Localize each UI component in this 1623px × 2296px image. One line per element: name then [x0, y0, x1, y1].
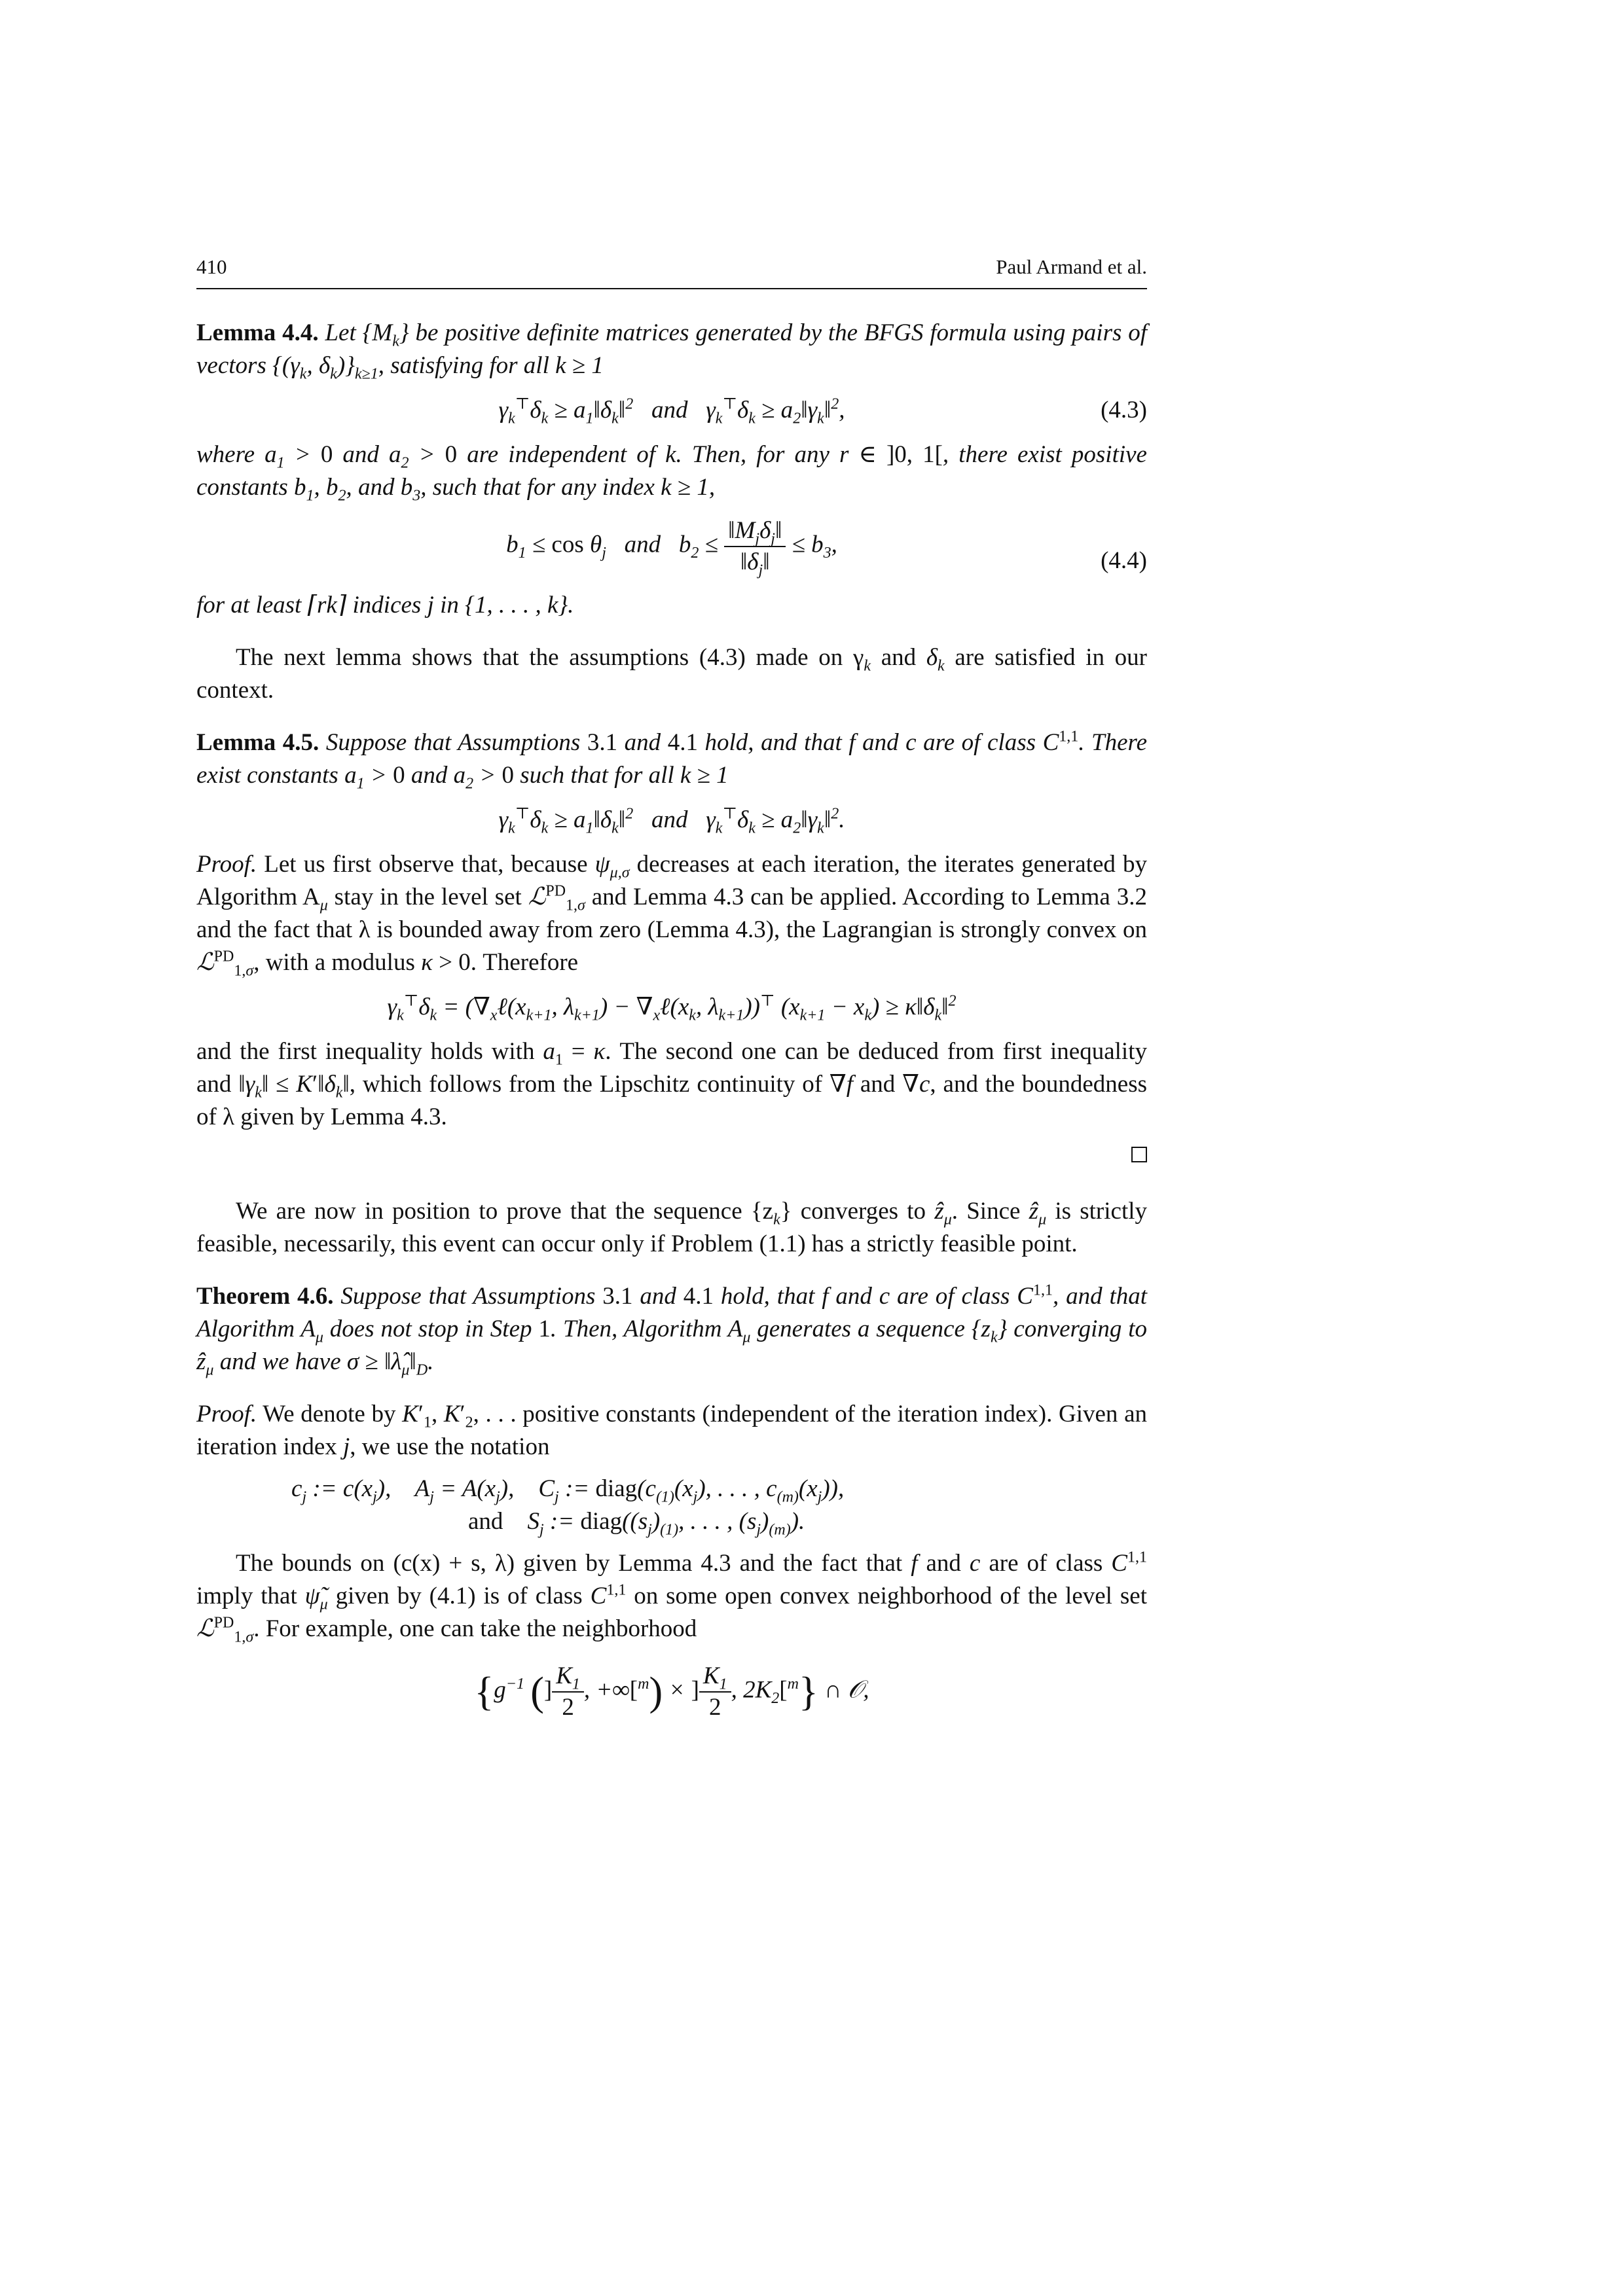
page-number: 410: [196, 255, 227, 278]
equation-neighborhood: {$g^{-1}$ (] $\frac{K_1}{2}$ , +∞[$^m$) × ] $\frac{K_1}{2}$ , $2K_2[^m\}$ ∩ 𝒪,: [474, 1662, 869, 1721]
equation-number-4-4: (4.4): [1101, 547, 1147, 574]
equation-4-4: $b_1 \le \cos \theta_j$ and $b_2$ ≤ $\frac{‖M_j\delta_j‖}{‖\delta_j‖}$ ≤ $b_3$, (4.4): [506, 517, 1147, 579]
paragraph-convergence: We are now in position to prove that the sequence $\{z_k\}$ converges to ẑ$_\mu$. Since ẑ$_\mu$ is strictly feasible, necessarily, this event can occur only if Problem (1.1) has a strictly feasible point.: [196, 1198, 1148, 1257]
running-header: [196, 254, 1147, 289]
proof-theorem-4-6: Proof. We denote by $K'_1$, $K'_2$, . . . positive constants (independent of the iteration index). Given an iteration index j, we use the notation: [196, 1401, 1148, 1460]
lemma-4-5-label: Lemma 4.5.: [196, 729, 319, 756]
theorem-4-6-label: Theorem 4.6.: [196, 1283, 334, 1310]
theorem-4-6: Theorem 4.6. Suppose that Assumptions 3.1 and 4.1 hold, that f and c are of class C$^{1,1}$, and that Algorithm $A_\mu$ does not stop in Step 1. Then, Algorithm $A_\mu$ generates a sequence $\{z_k\}$ converging to ẑ$_\mu$ and we have $\sigma \ge ‖\lambdâ_\mu‖_D$.: [196, 1282, 1148, 1379]
notation-block: $c_j$ := $c(x_j)$, $A_j = A(x_j)$, $C_j$ := $diag(c_{(1)}(x_j)$, . . . , $c_{(m)}(x_j)$), and $S_j$ := $diag((s_j)_{(1)}$, . . . , $(s_j)_{(m)}$).: [291, 1475, 845, 1539]
equation-convexity: $\gamma_k^⊤\delta_k$ = ($\nabla_x\ell(x_{k+1}$, $\lambda_{k+1}$) − $\nabla_x\ell(x_k$, $\lambda_{k+1}))^⊤$ $(x_{k+1} - x_k)$ ≥ $\kappa‖\delta_k‖^2$: [387, 992, 957, 1024]
equation-4-3: $\gamma_k^⊤\delta_k$ ≥ $a_1‖\delta_k‖^2$ and $\gamma_k^⊤\delta_k$ ≥ $a_2‖\gamma_k‖^2$, (4.3): [196, 394, 1147, 427]
equation-lemma-4-5: $\gamma_k^⊤\delta_k$ ≥ $a_1‖\delta_k‖^2$ and $\gamma_k^⊤\delta_k$ ≥ $a_2‖\gamma_k‖^2$.: [498, 805, 845, 837]
paragraph-bounds: The bounds on (c(x) + s, λ) given by Lemma 4.3 and the fact that f and c are of class C$^{1,1}$ imply that $\psĩ_\mu$ given by (4.1) is of class C$^{1,1}$ on some open convex neighborhood of the level set ℒ$^{PD}_{1,\sigma}$. For example, one can take the neighborhood: [196, 1549, 1147, 1646]
lemma-4-4-continued: where $a_1 > 0$ and $a_2 > 0$ are independent of k. Then, for any r ∈ ]0, 1[, there exist positive constants $b_1$, $b_2$, and $b_3$, such that for any index k ≥ 1,: [196, 441, 1147, 505]
equation-number-4-3: (4.3): [1101, 397, 1147, 423]
qed-symbol: [196, 1140, 1147, 1173]
lemma-4-4: Lemma 4.4. Let $\{M_k\}$ be positive definite matrices generated by the BFGS formula using pairs of vectors {($\gamma_k$, $\delta_k)\}_{k\ge 1}$, satisfying for all k ≥ 1: [196, 319, 1147, 383]
lemma-4-5: Lemma 4.5. Suppose that Assumptions 3.1 and 4.1 hold, and that f and c are of class C$^{1,1}$. There exist constants $a_1 > 0$ and $a_2 > 0$ such that for all k ≥ 1: [196, 728, 1148, 793]
running-head: Paul Armand et al.: [996, 255, 1147, 278]
proof-lemma-4-5-continued: and the first inequality holds with $a_1 = \kappa$. The second one can be deduced from first inequality and $‖\gamma_k‖$ ≤ $K'‖\delta_k‖$, which follows from the Lipschitz continuity of ∇f and ∇c, and the boundedness of λ given by Lemma 4.3.: [196, 1038, 1147, 1130]
proof-label-2: Proof.: [196, 1401, 257, 1427]
page: [196, 254, 1147, 1734]
proof-lemma-4-5: Proof. Let us first observe that, because $\psi_{\mu,\sigma}$ decreases at each iteration, the iterates generated by Algorithm $A_\mu$ stay in the level set ℒ$^{PD}_{1,\sigma}$ and Lemma 4.3 can be applied. According to Lemma 3.2 and the fact that λ is bounded away from zero (Lemma 4.3), the Lagrangian is strongly convex on ℒ$^{PD}_{1,\sigma}$, with a modulus κ > 0. Therefore: [196, 851, 1147, 980]
lemma-4-4-end: for at least ⌈rk⌉ indices j in {1, . . . , k}.: [196, 592, 574, 619]
paragraph-next-lemma: The next lemma shows that the assumptions (4.3) made on $\gamma_k$ and $\delta_k$ are satisfied in our context.: [196, 644, 1147, 704]
proof-label: Proof.: [196, 851, 257, 878]
lemma-4-4-label: Lemma 4.4.: [196, 319, 319, 346]
